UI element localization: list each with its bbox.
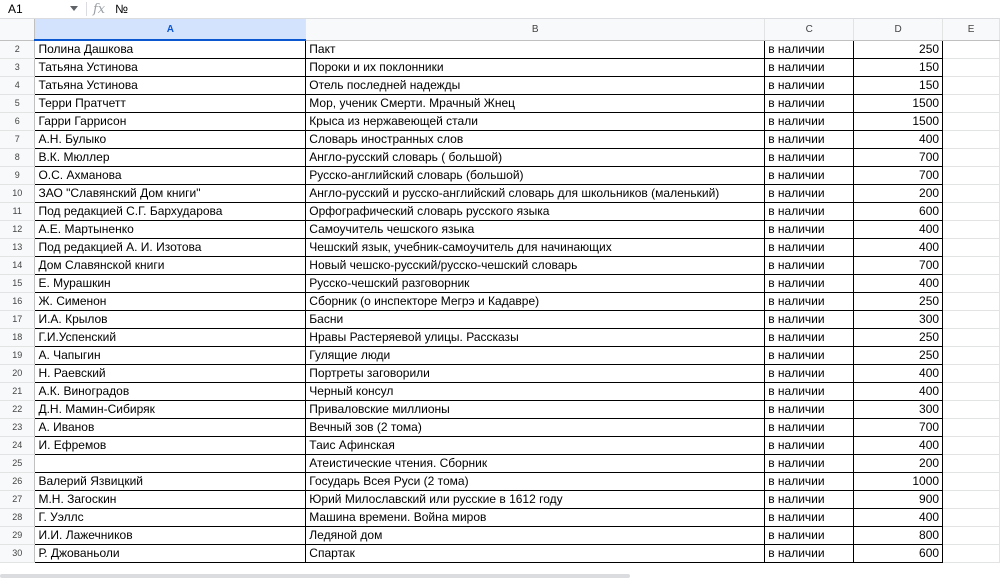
cell-title[interactable]: Черный консул — [306, 383, 765, 401]
cell-price[interactable]: 400 — [854, 383, 943, 401]
row-header[interactable]: 22 — [0, 401, 35, 419]
cell-author[interactable]: Дом Славянской книги — [35, 257, 306, 275]
row-header[interactable]: 12 — [0, 221, 35, 239]
formula-input[interactable]: № — [115, 2, 129, 16]
cell-status[interactable]: в наличии — [765, 257, 854, 275]
cell-price[interactable]: 600 — [854, 203, 943, 221]
cell-author[interactable]: И.И. Лажечников — [35, 527, 306, 545]
row-header[interactable]: 25 — [0, 455, 35, 473]
cell-empty[interactable] — [943, 365, 1000, 383]
cell-empty[interactable] — [943, 59, 1000, 77]
cell-price[interactable]: 400 — [854, 275, 943, 293]
cell-title[interactable]: Машина времени. Война миров — [306, 509, 765, 527]
cell-author[interactable]: А.Е. Мартыненко — [35, 221, 306, 239]
cell-author[interactable]: Р. Джованьоли — [35, 545, 306, 563]
table-row — [0, 77, 1000, 95]
cell-empty[interactable] — [943, 275, 1000, 293]
cell-title[interactable]: Государь Всея Руси (2 тома) — [306, 473, 765, 491]
cell-empty[interactable] — [943, 239, 1000, 257]
cell-empty[interactable] — [943, 473, 1000, 491]
row-header[interactable]: 11 — [0, 203, 35, 221]
cell-price[interactable]: 600 — [854, 545, 943, 563]
row-header[interactable]: 24 — [0, 437, 35, 455]
row-header[interactable]: 20 — [0, 365, 35, 383]
cell-empty[interactable] — [943, 221, 1000, 239]
cell-status[interactable]: в наличии — [765, 329, 854, 347]
table-row — [0, 221, 1000, 239]
column-header-c[interactable]: C — [765, 19, 854, 40]
cell-author[interactable]: ЗАО "Славянский Дом книги" — [35, 185, 306, 203]
table-row — [0, 239, 1000, 257]
cell-title[interactable]: Гулящие люди — [306, 347, 765, 365]
cell-price[interactable]: 700 — [854, 419, 943, 437]
table-row — [0, 365, 1000, 383]
table-row — [0, 40, 1000, 59]
row-header[interactable]: 17 — [0, 311, 35, 329]
table-row — [0, 95, 1000, 113]
cell-status[interactable]: в наличии — [765, 437, 854, 455]
cell-price[interactable]: 250 — [854, 329, 943, 347]
cell-price[interactable]: 200 — [854, 455, 943, 473]
cell-empty[interactable] — [943, 545, 1000, 563]
table-row — [0, 293, 1000, 311]
cell-title[interactable]: Крыса из нержавеющей стали — [306, 113, 765, 131]
cell-empty[interactable] — [943, 203, 1000, 221]
name-box[interactable] — [0, 0, 82, 18]
cell-title[interactable]: Русско-английский словарь (большой) — [306, 167, 765, 185]
cell-status[interactable]: в наличии — [765, 275, 854, 293]
cell-empty[interactable] — [943, 383, 1000, 401]
table-row — [0, 149, 1000, 167]
cell-title[interactable]: Словарь иностранных слов — [306, 131, 765, 149]
cell-title[interactable]: Портреты заговорили — [306, 365, 765, 383]
row-header[interactable]: 14 — [0, 257, 35, 275]
cell-empty[interactable] — [943, 437, 1000, 455]
cell-empty[interactable] — [943, 419, 1000, 437]
cell-price[interactable]: 250 — [854, 40, 943, 59]
cell-empty[interactable] — [943, 167, 1000, 185]
row-header[interactable]: 21 — [0, 383, 35, 401]
table-row — [0, 545, 1000, 563]
table-row — [0, 185, 1000, 203]
cell-author[interactable]: В.К. Мюллер — [35, 149, 306, 167]
cell-status[interactable]: в наличии — [765, 401, 854, 419]
cell-empty[interactable] — [943, 113, 1000, 131]
row-header[interactable]: 9 — [0, 167, 35, 185]
cell-title[interactable]: Басни — [306, 311, 765, 329]
cell-empty[interactable] — [943, 257, 1000, 275]
fx-icon: fx — [93, 1, 106, 17]
row-header[interactable]: 23 — [0, 419, 35, 437]
cell-status[interactable]: в наличии — [765, 293, 854, 311]
cell-status[interactable]: в наличии — [765, 203, 854, 221]
cell-price[interactable]: 400 — [854, 509, 943, 527]
table-row — [0, 383, 1000, 401]
row-header[interactable]: 10 — [0, 185, 35, 203]
cell-title[interactable]: Пороки и их поклонники — [306, 59, 765, 77]
row-header[interactable]: 15 — [0, 275, 35, 293]
chevron-down-icon[interactable] — [70, 6, 78, 11]
cell-price[interactable]: 400 — [854, 221, 943, 239]
cell-status[interactable]: в наличии — [765, 131, 854, 149]
cell-price[interactable]: 300 — [854, 401, 943, 419]
cell-author[interactable]: И.А. Крылов — [35, 311, 306, 329]
cell-empty[interactable] — [943, 293, 1000, 311]
grid-body — [0, 40, 1000, 563]
cell-status[interactable]: в наличии — [765, 419, 854, 437]
cell-title[interactable]: Англо-русский и русско-английский словарь для школьников (маленький) — [306, 185, 765, 203]
cell-empty[interactable] — [943, 347, 1000, 365]
cell-price[interactable]: 700 — [854, 167, 943, 185]
cell-author[interactable]: Г.И.Успенский — [35, 329, 306, 347]
row-header[interactable]: 3 — [0, 59, 35, 77]
cell-empty[interactable] — [943, 491, 1000, 509]
cell-price[interactable]: 150 — [854, 59, 943, 77]
cell-status[interactable]: в наличии — [765, 455, 854, 473]
cell-author[interactable]: О.С. Ахманова — [35, 167, 306, 185]
cell-status[interactable]: в наличии — [765, 509, 854, 527]
cell-author[interactable]: Г. Уэллс — [35, 509, 306, 527]
cell-price[interactable]: 300 — [854, 311, 943, 329]
cell-price[interactable]: 250 — [854, 293, 943, 311]
column-header-d[interactable]: D — [854, 19, 943, 40]
cell-author[interactable]: Татьяна Устинова — [35, 77, 306, 95]
cell-author[interactable]: Под редакцией А. И. Изотова — [35, 239, 306, 257]
cell-author[interactable]: Д.Н. Мамин-Сибиряк — [35, 401, 306, 419]
row-header[interactable]: 19 — [0, 347, 35, 365]
cell-status[interactable]: в наличии — [765, 527, 854, 545]
table-row — [0, 473, 1000, 491]
column-header-b[interactable]: B — [306, 19, 765, 40]
cell-title[interactable]: Новый чешско-русский/русско-чешский словарь — [306, 257, 765, 275]
cell-status[interactable]: в наличии — [765, 40, 854, 59]
cell-price[interactable]: 1000 — [854, 473, 943, 491]
table-row — [0, 131, 1000, 149]
table-row — [0, 347, 1000, 365]
table-row — [0, 509, 1000, 527]
cell-title[interactable]: Пакт — [306, 40, 765, 59]
cell-title[interactable]: Юрий Милославский или русские в 1612 году — [306, 491, 765, 509]
sheet-table — [0, 19, 1000, 563]
cell-status[interactable]: в наличии — [765, 185, 854, 203]
column-header-e[interactable]: E — [943, 19, 1000, 40]
cell-title[interactable]: Атеистические чтения. Сборник — [306, 455, 765, 473]
cell-status[interactable]: в наличии — [765, 221, 854, 239]
table-row — [0, 311, 1000, 329]
cell-author[interactable]: Под редакцией С.Г. Бархударова — [35, 203, 306, 221]
cell-author[interactable]: И. Ефремов — [35, 437, 306, 455]
table-row — [0, 455, 1000, 473]
cell-author[interactable]: А.Н. Булыко — [35, 131, 306, 149]
row-header[interactable]: 30 — [0, 545, 35, 563]
cell-empty[interactable] — [943, 40, 1000, 59]
spreadsheet-grid[interactable] — [0, 19, 1000, 578]
cell-price[interactable]: 900 — [854, 491, 943, 509]
cell-status[interactable]: в наличии — [765, 545, 854, 563]
cell-status[interactable]: в наличии — [765, 473, 854, 491]
cell-empty[interactable] — [943, 527, 1000, 545]
cell-author[interactable]: А.К. Виноградов — [35, 383, 306, 401]
cell-price[interactable]: 400 — [854, 131, 943, 149]
row-header[interactable]: 4 — [0, 77, 35, 95]
row-header[interactable]: 16 — [0, 293, 35, 311]
cell-status[interactable]: в наличии — [765, 77, 854, 95]
cell-price[interactable]: 400 — [854, 437, 943, 455]
cell-status[interactable]: в наличии — [765, 239, 854, 257]
row-header[interactable]: 29 — [0, 527, 35, 545]
cell-price[interactable]: 400 — [854, 365, 943, 383]
cell-author[interactable]: Полина Дашкова — [35, 40, 306, 59]
row-header[interactable]: 26 — [0, 473, 35, 491]
cell-status[interactable]: в наличии — [765, 149, 854, 167]
cell-status[interactable]: в наличии — [765, 113, 854, 131]
cell-author[interactable]: Е. Мурашкин — [35, 275, 306, 293]
cell-price[interactable]: 250 — [854, 347, 943, 365]
table-row — [0, 257, 1000, 275]
cell-status[interactable]: в наличии — [765, 383, 854, 401]
cell-price[interactable]: 400 — [854, 239, 943, 257]
cell-status[interactable]: в наличии — [765, 491, 854, 509]
cell-status[interactable]: в наличии — [765, 347, 854, 365]
column-header-a[interactable]: A — [35, 19, 306, 40]
row-header[interactable]: 7 — [0, 131, 35, 149]
table-row — [0, 527, 1000, 545]
cell-author[interactable] — [35, 455, 306, 473]
cell-title[interactable]: Самоучитель чешского языка — [306, 221, 765, 239]
cell-price[interactable]: 700 — [854, 149, 943, 167]
cell-empty[interactable] — [943, 401, 1000, 419]
row-header[interactable]: 28 — [0, 509, 35, 527]
cell-empty[interactable] — [943, 149, 1000, 167]
cell-price[interactable]: 150 — [854, 77, 943, 95]
cell-title[interactable]: Таис Афинская — [306, 437, 765, 455]
cell-title[interactable]: Орфографический словарь русского языка — [306, 203, 765, 221]
cell-empty[interactable] — [943, 185, 1000, 203]
cell-title[interactable]: Сборник (о инспекторе Мегрэ и Кадавре) — [306, 293, 765, 311]
cell-author[interactable]: А. Иванов — [35, 419, 306, 437]
select-all-corner[interactable] — [0, 19, 35, 40]
cell-title[interactable]: Англо-русский словарь ( большой) — [306, 149, 765, 167]
cell-status[interactable]: в наличии — [765, 167, 854, 185]
cell-title[interactable]: Мор, ученик Смерти. Мрачный Жнец — [306, 95, 765, 113]
table-row — [0, 401, 1000, 419]
row-header[interactable]: 27 — [0, 491, 35, 509]
row-header[interactable]: 13 — [0, 239, 35, 257]
cell-empty[interactable] — [943, 311, 1000, 329]
cell-author[interactable]: Терри Пратчетт — [35, 95, 306, 113]
row-header[interactable]: 8 — [0, 149, 35, 167]
table-row — [0, 275, 1000, 293]
cell-author[interactable]: Татьяна Устинова — [35, 59, 306, 77]
cell-author[interactable]: М.Н. Загоскин — [35, 491, 306, 509]
row-header[interactable]: 5 — [0, 95, 35, 113]
cell-title[interactable]: Приваловские миллионы — [306, 401, 765, 419]
cell-price[interactable]: 700 — [854, 257, 943, 275]
row-header[interactable]: 2 — [0, 40, 35, 59]
cell-empty[interactable] — [943, 77, 1000, 95]
table-row — [0, 167, 1000, 185]
row-header[interactable]: 6 — [0, 113, 35, 131]
table-row — [0, 203, 1000, 221]
cell-title[interactable]: Русско-чешский разговорник — [306, 275, 765, 293]
cell-author[interactable]: Гарри Гаррисон — [35, 113, 306, 131]
cell-author[interactable]: Ж. Сименон — [35, 293, 306, 311]
cell-title[interactable]: Ледяной дом — [306, 527, 765, 545]
table-row — [0, 329, 1000, 347]
table-row — [0, 419, 1000, 437]
cell-status[interactable]: в наличии — [765, 365, 854, 383]
horizontal-scrollbar[interactable] — [0, 574, 630, 578]
cell-empty[interactable] — [943, 455, 1000, 473]
cell-price[interactable]: 200 — [854, 185, 943, 203]
cell-price[interactable]: 800 — [854, 527, 943, 545]
cell-author[interactable]: А. Чапыгин — [35, 347, 306, 365]
divider — [86, 2, 87, 16]
cell-title[interactable]: Отель последней надежды — [306, 77, 765, 95]
cell-title[interactable]: Нравы Растеряевой улицы. Рассказы — [306, 329, 765, 347]
formula-bar — [0, 0, 1000, 19]
cell-status[interactable]: в наличии — [765, 95, 854, 113]
table-row — [0, 59, 1000, 77]
table-row — [0, 437, 1000, 455]
cell-author[interactable]: Н. Раевский — [35, 365, 306, 383]
cell-price[interactable]: 1500 — [854, 95, 943, 113]
row-header[interactable]: 18 — [0, 329, 35, 347]
cell-status[interactable]: в наличии — [765, 311, 854, 329]
cell-empty[interactable] — [943, 329, 1000, 347]
cell-price[interactable]: 1500 — [854, 113, 943, 131]
table-row — [0, 113, 1000, 131]
cell-title[interactable]: Чешский язык, учебник-самоучитель для начинающих — [306, 239, 765, 257]
table-row — [0, 491, 1000, 509]
cell-author[interactable]: Валерий Язвицкий — [35, 473, 306, 491]
cell-reference: A1 — [8, 2, 23, 16]
cell-empty[interactable] — [943, 95, 1000, 113]
cell-status[interactable]: в наличии — [765, 59, 854, 77]
cell-empty[interactable] — [943, 509, 1000, 527]
cell-title[interactable]: Спартак — [306, 545, 765, 563]
cell-empty[interactable] — [943, 131, 1000, 149]
cell-title[interactable]: Вечный зов (2 тома) — [306, 419, 765, 437]
